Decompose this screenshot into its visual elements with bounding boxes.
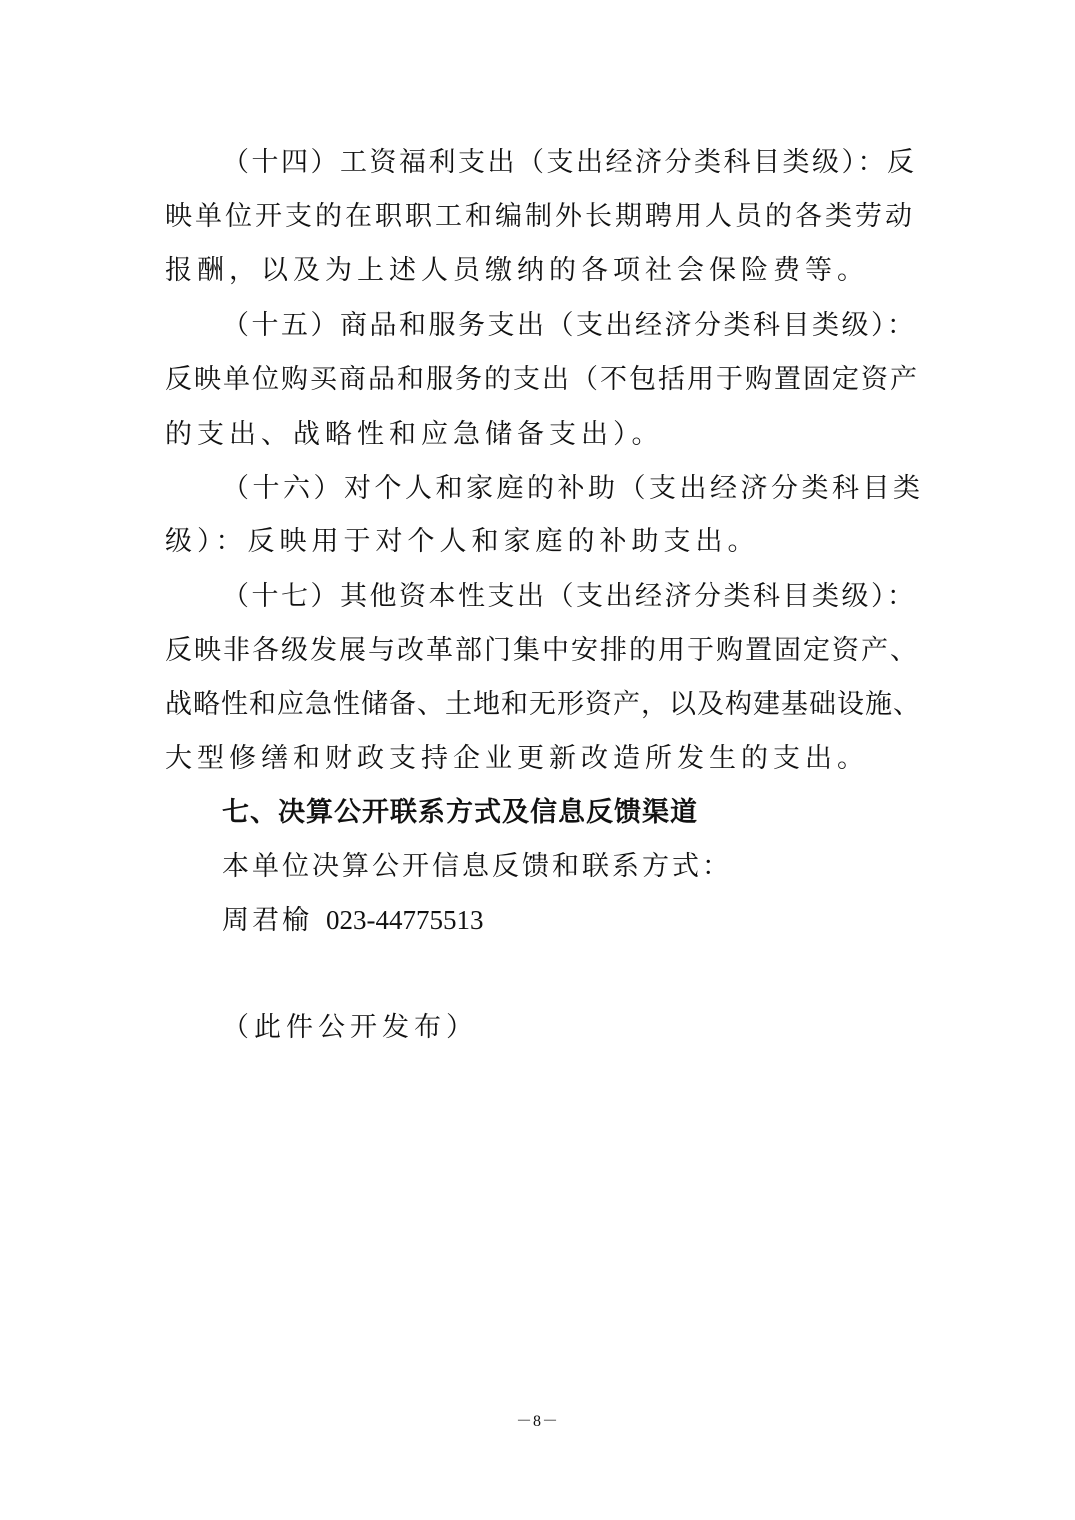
para17-line4: 大型修缮和财政支持企业更新改造所发生的支出。 [165, 743, 869, 774]
para14-line3: 报酬，以及为上述人员缴纳的各项社会保险费等。 [165, 255, 869, 286]
para17-line2: 反映非各级发展与改革部门集中安排的用于购置固定资产、 [165, 635, 919, 666]
contact-phone: 023-44775513 [326, 905, 484, 935]
para15-line3: 的支出、战略性和应急储备支出）。 [165, 419, 664, 450]
para15-line2: 反映单位购买商品和服务的支出（不包括用于购置固定资产 [165, 364, 919, 395]
para14-line2: 映单位开支的在职职工和编制外长期聘用人员的各类劳动 [165, 201, 915, 232]
para17-line3: 战略性和应急性储备、土地和无形资产，以及构建基础设施、 [165, 689, 921, 720]
para16-line2: 级）：反映用于对个人和家庭的补助支出。 [165, 526, 760, 557]
page-number: －8－ [515, 1413, 559, 1430]
para17-line1: （十七）其他资本性支出（支出经济分类科目类级）： [222, 581, 917, 612]
release-note: （此件公开发布） [222, 1012, 478, 1043]
contact-line [222, 900, 484, 941]
para15-line1: （十五）商品和服务支出（支出经济分类科目类级）： [222, 310, 917, 341]
para14-line1: （十四）工资福利支出（支出经济分类科目类级）：反 [222, 147, 917, 178]
contact-name: 周君榆 [222, 905, 312, 936]
section7-intro: 本单位决算公开信息反馈和联系方式： [222, 851, 732, 882]
para16-line1: （十六）对个人和家庭的补助（支出经济分类科目类 [222, 473, 924, 504]
section7-heading: 七、决算公开联系方式及信息反馈渠道 [222, 797, 698, 828]
